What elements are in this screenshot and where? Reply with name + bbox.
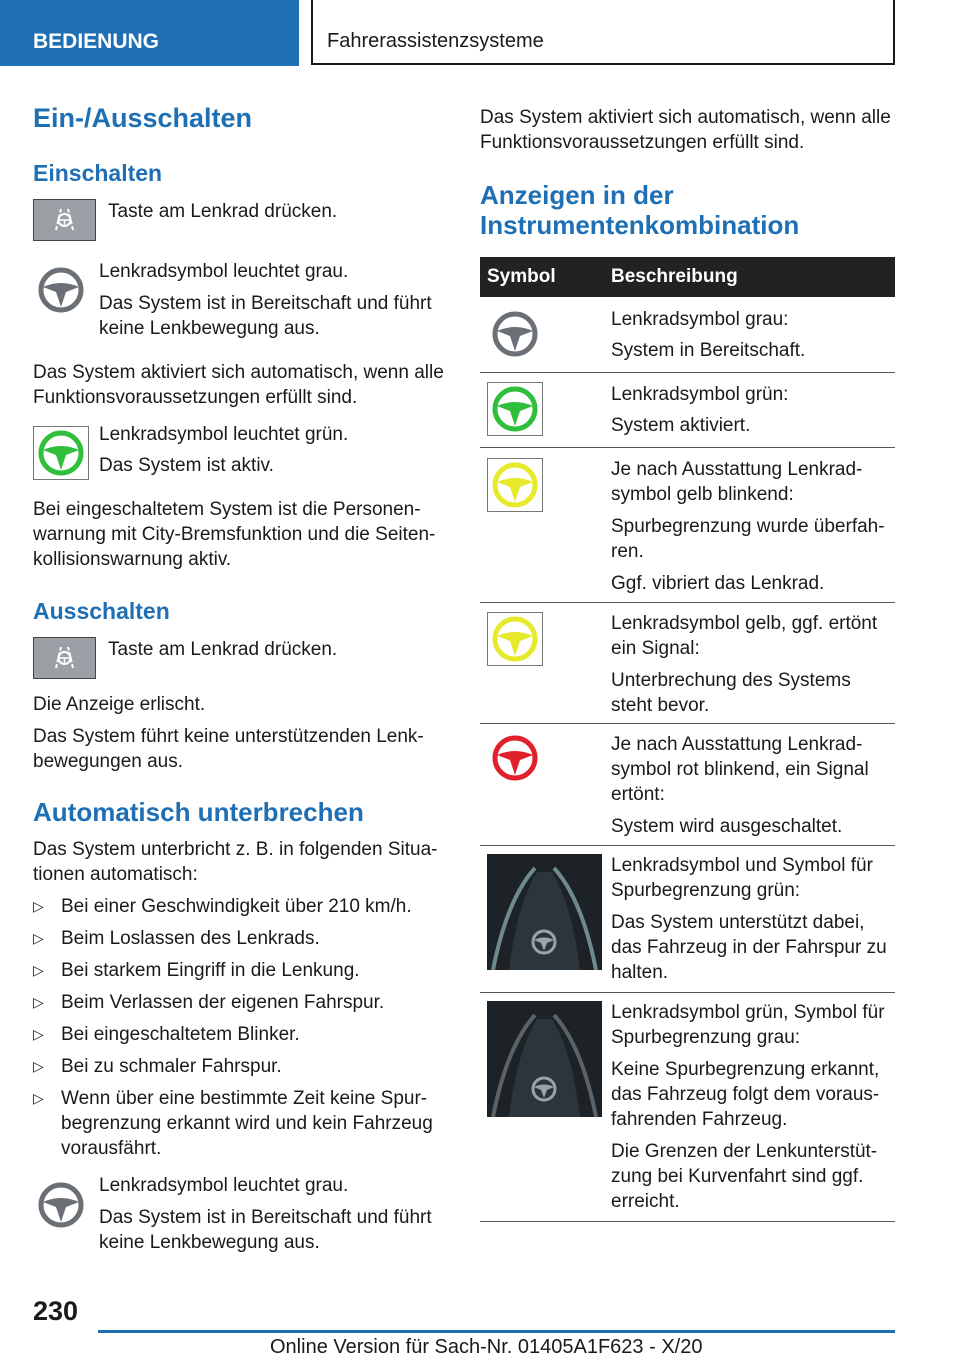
table-row-text: zung bei Kurvenfahrt sind ggf. — [611, 1166, 864, 1187]
steering-wheel-yellow-icon — [487, 458, 543, 512]
standby-text-1: Das System ist in Bereitschaft und führt — [99, 1207, 432, 1228]
table-row-text: Spurbegrenzung wurde überfah- — [611, 516, 885, 537]
footer-rule — [98, 1330, 895, 1333]
switch-off-instruction: Taste am Lenkrad drücken. — [108, 639, 338, 660]
display-off-text: Die Anzeige erlischt. — [33, 694, 206, 715]
table-row-text: Unterbrechung des Systems — [611, 670, 851, 691]
table-row-text: fahrenden Fahrzeug. — [611, 1109, 788, 1130]
grey-symbol-text: Lenkradsymbol leuchtet grau. — [99, 1175, 349, 1196]
steering-wheel-icon — [36, 265, 86, 320]
table-row-text: System in Bereitschaft. — [611, 340, 806, 361]
chapter-title: Fahrerassistenzsysteme — [311, 0, 895, 65]
bullet-icon: ▷ — [33, 962, 44, 978]
interrupt-intro-1: Das System unterbricht z. B. in folgenden Situa- — [33, 839, 438, 860]
list-item: Bei einer Geschwindigkeit über 210 km/h. — [61, 896, 412, 917]
table-row-text: Lenkradsymbol grün: — [611, 384, 789, 405]
table-row-text: das Fahrzeug in der Fahrspur zu — [611, 937, 887, 958]
bullet-icon: ▷ — [33, 1058, 44, 1074]
column-header-description: Beschreibung — [611, 266, 738, 287]
table-row-text: halten. — [611, 962, 669, 983]
table-row-text: symbol rot blinkend, ein Signal — [611, 759, 869, 780]
table-row-text: Lenkradsymbol gelb, ggf. ertönt — [611, 613, 878, 634]
list-item: Bei eingeschaltetem Blinker. — [61, 1024, 300, 1045]
table-row-text: Lenkradsymbol grau: — [611, 309, 789, 330]
standby-text-1: Das System ist in Bereitschaft und führt — [99, 293, 432, 314]
bullet-icon: ▷ — [33, 898, 44, 914]
lane-assist-button-icon — [33, 199, 96, 241]
person-warning-1: Bei eingeschaltetem System ist die Personen- — [33, 499, 421, 520]
list-item: Wenn über eine bestimmte Zeit keine Spur- — [61, 1088, 428, 1109]
system-active-text: Das System ist aktiv. — [99, 455, 274, 476]
table-row-text: Lenkradsymbol und Symbol für — [611, 855, 873, 876]
table-row-text: Je nach Ausstattung Lenkrad- — [611, 459, 863, 480]
table-row-text: Lenkradsymbol grün, Symbol für — [611, 1002, 885, 1023]
heading-on-off: Ein-/Ausschalten — [33, 103, 253, 133]
bullet-icon: ▷ — [33, 1026, 44, 1042]
table-row-text: ertönt: — [611, 784, 665, 805]
auto-activate-text-1: Das System aktiviert sich automatisch, wenn alle — [480, 107, 891, 128]
footer-online-version: Online Version für Sach-Nr. 01405A1F623 - X/20 — [270, 1336, 703, 1358]
lane-assist-button-icon — [33, 637, 96, 679]
heading-display-1: Anzeigen in der — [480, 180, 674, 210]
table-row-text: Ggf. vibriert das Lenkrad. — [611, 573, 825, 594]
no-steering-text-1: Das System führt keine unterstützenden Lenk- — [33, 726, 424, 747]
switch-on-instruction: Taste am Lenkrad drücken. — [108, 201, 338, 222]
auto-activate-text-2: Funktionsvoraussetzungen erfüllt sind. — [480, 132, 805, 153]
list-item: Beim Loslassen des Lenkrads. — [61, 928, 320, 949]
row-divider — [480, 992, 895, 993]
no-steering-text-2: bewegungen aus. — [33, 751, 184, 772]
heading-auto-interrupt: Automatisch unterbrechen — [33, 797, 364, 827]
list-item: Beim Verlassen der eigenen Fahrspur. — [61, 992, 385, 1013]
table-row-text: System wird ausgeschaltet. — [611, 816, 843, 837]
table-row-text: Keine Spurbegrenzung erkannt, — [611, 1059, 880, 1080]
person-warning-3: kollisionswarnung aktiv. — [33, 549, 232, 570]
row-divider — [480, 372, 895, 373]
table-row-text: ren. — [611, 541, 644, 562]
lane-display-icon — [487, 1001, 602, 1117]
page-header — [0, 0, 960, 66]
steering-wheel-icon — [36, 1180, 86, 1235]
steering-wheel-green-icon — [487, 382, 543, 436]
heading-switch-off: Ausschalten — [33, 598, 170, 624]
standby-text-2: keine Lenkbewegung aus. — [99, 318, 320, 339]
row-divider — [480, 723, 895, 724]
heading-display-2: Instrumentenkombination — [480, 210, 800, 240]
table-row-text: Spurbegrenzung grau: — [611, 1027, 801, 1048]
table-row-text: Die Grenzen der Lenkunterstüt- — [611, 1141, 878, 1162]
list-item-cont: begrenzung erkannt wird und kein Fahrzeug — [61, 1113, 433, 1134]
heading-switch-on: Einschalten — [33, 160, 163, 186]
bullet-icon: ▷ — [33, 930, 44, 946]
steering-wheel-red-icon — [487, 731, 543, 790]
table-row-text: Spurbegrenzung grün: — [611, 880, 801, 901]
column-header-symbol: Symbol — [487, 266, 556, 287]
bullet-icon: ▷ — [33, 1090, 44, 1106]
table-row-text: System aktiviert. — [611, 415, 751, 436]
auto-activate-text-1: Das System aktiviert sich automatisch, wenn alle — [33, 362, 444, 383]
section-tab: BEDIENUNG — [0, 0, 299, 66]
interrupt-intro-2: tionen automatisch: — [33, 864, 198, 885]
green-symbol-text: Lenkradsymbol leuchtet grün. — [99, 424, 349, 445]
row-divider — [480, 447, 895, 448]
lane-display-icon — [487, 854, 602, 970]
bullet-icon: ▷ — [33, 994, 44, 1010]
person-warning-2: warnung mit City-Bremsfunktion und die Seiten- — [33, 524, 436, 545]
list-item: Bei zu schmaler Fahrspur. — [61, 1056, 282, 1077]
row-divider — [480, 602, 895, 603]
table-row-text: erreicht. — [611, 1191, 680, 1212]
grey-symbol-text: Lenkradsymbol leuchtet grau. — [99, 261, 349, 282]
table-row-text: Das System unterstützt dabei, — [611, 912, 865, 933]
page-number: 230 — [33, 1296, 79, 1326]
table-row-text: das Fahrzeug folgt dem voraus- — [611, 1084, 880, 1105]
steering-wheel-green-icon — [33, 426, 89, 480]
table-row-text: ein Signal: — [611, 638, 700, 659]
auto-activate-text-2: Funktionsvoraussetzungen erfüllt sind. — [33, 387, 358, 408]
row-divider — [480, 1221, 895, 1222]
table-row-text: symbol gelb blinkend: — [611, 484, 794, 505]
list-item-cont: vorausfährt. — [61, 1138, 162, 1159]
steering-wheel-yellow-icon — [487, 612, 543, 666]
table-row-text: Je nach Ausstattung Lenkrad- — [611, 734, 863, 755]
steering-wheel-grey-icon — [487, 307, 543, 366]
list-item: Bei starkem Eingriff in die Lenkung. — [61, 960, 360, 981]
table-header — [480, 257, 895, 297]
table-row-text: steht bevor. — [611, 695, 710, 716]
standby-text-2: keine Lenkbewegung aus. — [99, 1232, 320, 1253]
row-divider — [480, 845, 895, 846]
